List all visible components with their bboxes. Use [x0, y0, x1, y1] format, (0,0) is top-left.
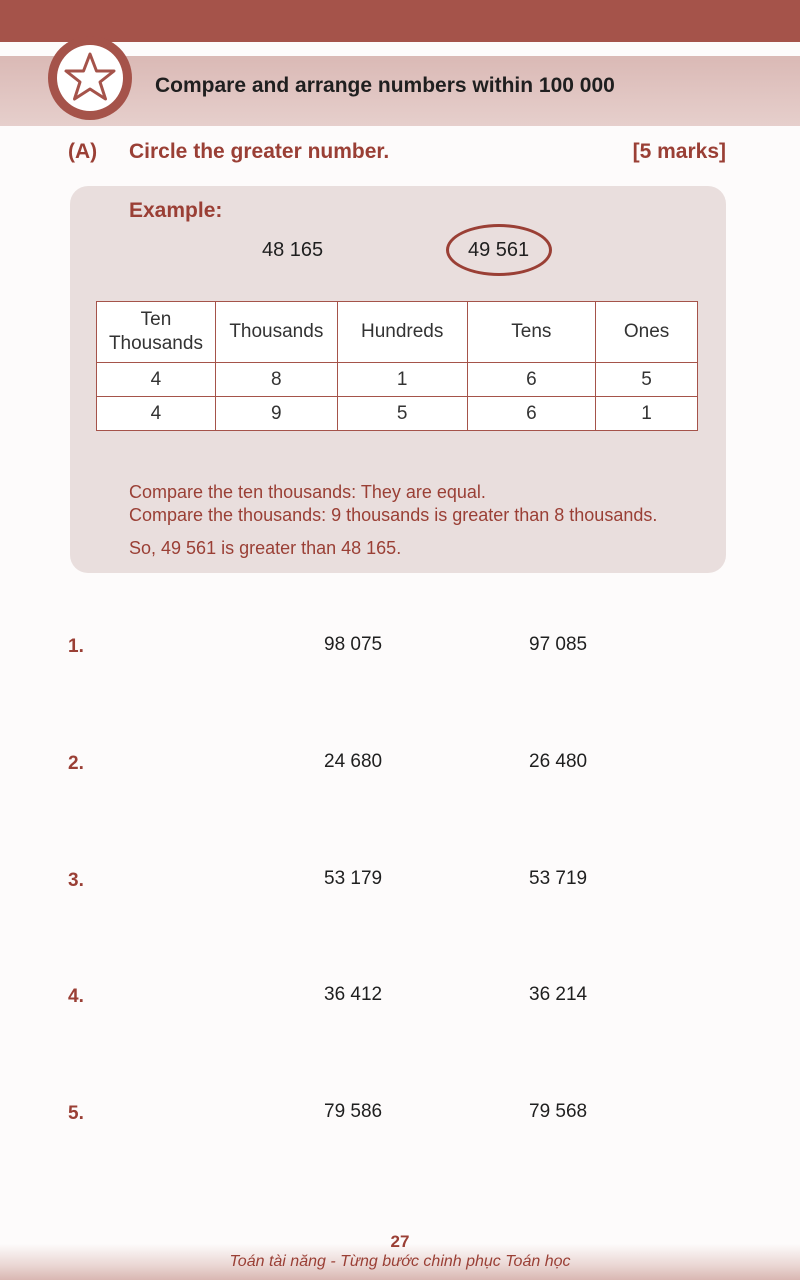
question-5-number-b[interactable]: 79 568: [529, 1101, 588, 1122]
example-label: Example:: [129, 199, 223, 222]
footer-series-title: Toán tài năng - Từng bước chinh phục Toán học: [229, 1253, 571, 1270]
table-cell: 5: [596, 363, 698, 397]
question-number-1: 1.: [68, 636, 84, 657]
place-value-table: [96, 301, 698, 431]
question-5-number-a[interactable]: 79 586: [324, 1101, 383, 1122]
section-label: (A): [68, 140, 98, 163]
example-number-b: 49 561: [468, 239, 530, 261]
table-cell: 4: [97, 363, 216, 397]
header-hundreds: Hundreds: [337, 302, 467, 363]
question-1-number-a[interactable]: 98 075: [324, 634, 383, 655]
table-cell: 8: [215, 363, 337, 397]
question-number-5: 5.: [68, 1103, 84, 1124]
explanation-line-3: So, 49 561 is greater than 48 165.: [129, 538, 402, 558]
question-4-number-a[interactable]: 36 412: [324, 984, 383, 1005]
table-cell: 4: [97, 397, 216, 431]
table-cell: 5: [337, 397, 467, 431]
star-badge: [48, 36, 132, 120]
table-cell: 6: [467, 363, 596, 397]
explanation-line-1: Compare the ten thousands: They are equal.: [129, 482, 486, 502]
star-icon: [57, 45, 123, 111]
table-row: [97, 363, 698, 397]
top-color-bar: [0, 0, 800, 42]
question-2-number-a[interactable]: 24 680: [324, 751, 383, 772]
header-thousands: Thousands: [215, 302, 337, 363]
section-marks: [5 marks]: [632, 140, 726, 163]
header-ten-thousands: Ten Thousands: [97, 302, 216, 363]
page-title: Compare and arrange numbers within 100 000: [155, 74, 615, 97]
page-number: 27: [390, 1232, 410, 1251]
question-3-number-b[interactable]: 53 719: [529, 868, 588, 889]
question-1-number-b[interactable]: 97 085: [529, 634, 588, 655]
example-number-a: 48 165: [262, 239, 324, 261]
header-tens: Tens: [467, 302, 596, 363]
question-number-4: 4.: [68, 986, 84, 1007]
section-instruction: Circle the greater number.: [129, 140, 390, 163]
question-4-number-b[interactable]: 36 214: [529, 984, 588, 1005]
table-cell: 1: [337, 363, 467, 397]
question-number-3: 3.: [68, 870, 84, 891]
question-3-number-a[interactable]: 53 179: [324, 868, 383, 889]
explanation-line-2: Compare the thousands: 9 thousands is greater than 8 thousands.: [129, 505, 658, 525]
question-number-2: 2.: [68, 753, 84, 774]
table-cell: 1: [596, 397, 698, 431]
table-row: [97, 397, 698, 431]
table-cell: 9: [215, 397, 337, 431]
question-2-number-b[interactable]: 26 480: [529, 751, 588, 772]
table-header-row: [97, 302, 698, 363]
header-ones: Ones: [596, 302, 698, 363]
table-cell: 6: [467, 397, 596, 431]
